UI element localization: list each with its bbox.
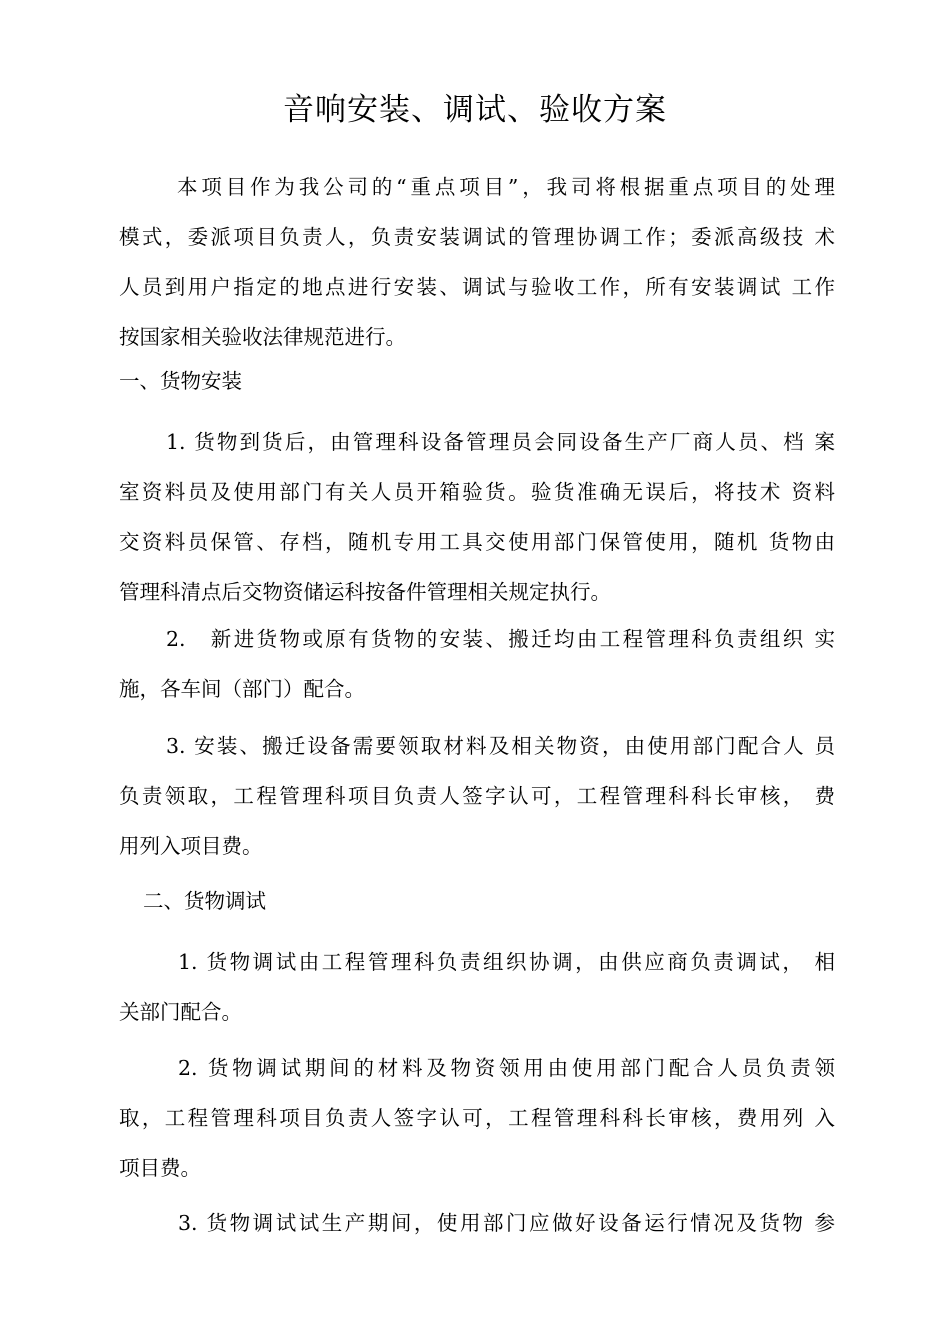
item-line: 项目费。 [119, 1156, 201, 1180]
item-line: 关部门配合。 [119, 1000, 242, 1024]
installation-item-1 [119, 417, 835, 617]
item-line: 3. 安装、搬迁设备需要领取材料及相关物资，由使用部门配合人 员 [166, 734, 835, 758]
debugging-item-2 [119, 1043, 835, 1193]
item-line: 负责领取，工程管理科项目负责人签字认可，工程管理科科长审核， 费 [119, 784, 835, 808]
item-line: 取，工程管理科项目负责人签字认可，工程管理科科长审核，费用列 入 [119, 1106, 835, 1130]
section-heading-installation: 一、货物安装 [119, 369, 242, 393]
section-heading-debugging: 二、货物调试 [143, 889, 266, 913]
item-line: 2. 货物调试期间的材料及物资领用由使用部门配合人员负责领 [178, 1056, 835, 1080]
debugging-item-1 [119, 937, 835, 1037]
item-line: 1. 货物到货后，由管理科设备管理员会同设备生产厂商人员、档 案 [166, 430, 835, 454]
intro-line: 模式，委派项目负责人，负责安装调试的管理协调工作；委派高级技 术 [119, 225, 835, 249]
document-title: 音响安装、调试、验收方案 [283, 92, 667, 128]
intro-line: 按国家相关验收法律规范进行。 [119, 325, 406, 349]
item-line: 管理科清点后交物资储运科按备件管理相关规定执行。 [119, 580, 611, 604]
item-line: 用列入项目费。 [119, 834, 263, 858]
item-line: 2. 新进货物或原有货物的安装、搬迁均由工程管理科负责组织 实 [166, 627, 835, 651]
item-line: 施，各车间（部门）配合。 [119, 677, 365, 701]
installation-item-2 [119, 614, 835, 714]
intro-line: 本项目作为我公司的“重点项目”，我司将根据重点项目的处理 [177, 175, 835, 199]
item-line: 室资料员及使用部门有关人员开箱验货。验货准确无误后，将技术 资料 [119, 480, 835, 504]
installation-item-3 [119, 721, 835, 871]
item-line: 3. 货物调试试生产期间，使用部门应做好设备运行情况及货物 参 [178, 1211, 835, 1235]
intro-paragraph [119, 162, 835, 362]
intro-line: 人员到用户指定的地点进行安装、调试与验收工作，所有安装调试 工作 [119, 275, 835, 299]
item-line: 1. 货物调试由工程管理科负责组织协调，由供应商负责调试， 相 [178, 950, 835, 974]
item-line: 交资料员保管、存档，随机专用工具交使用部门保管使用，随机 货物由 [119, 530, 835, 554]
debugging-item-3 [119, 1198, 835, 1248]
